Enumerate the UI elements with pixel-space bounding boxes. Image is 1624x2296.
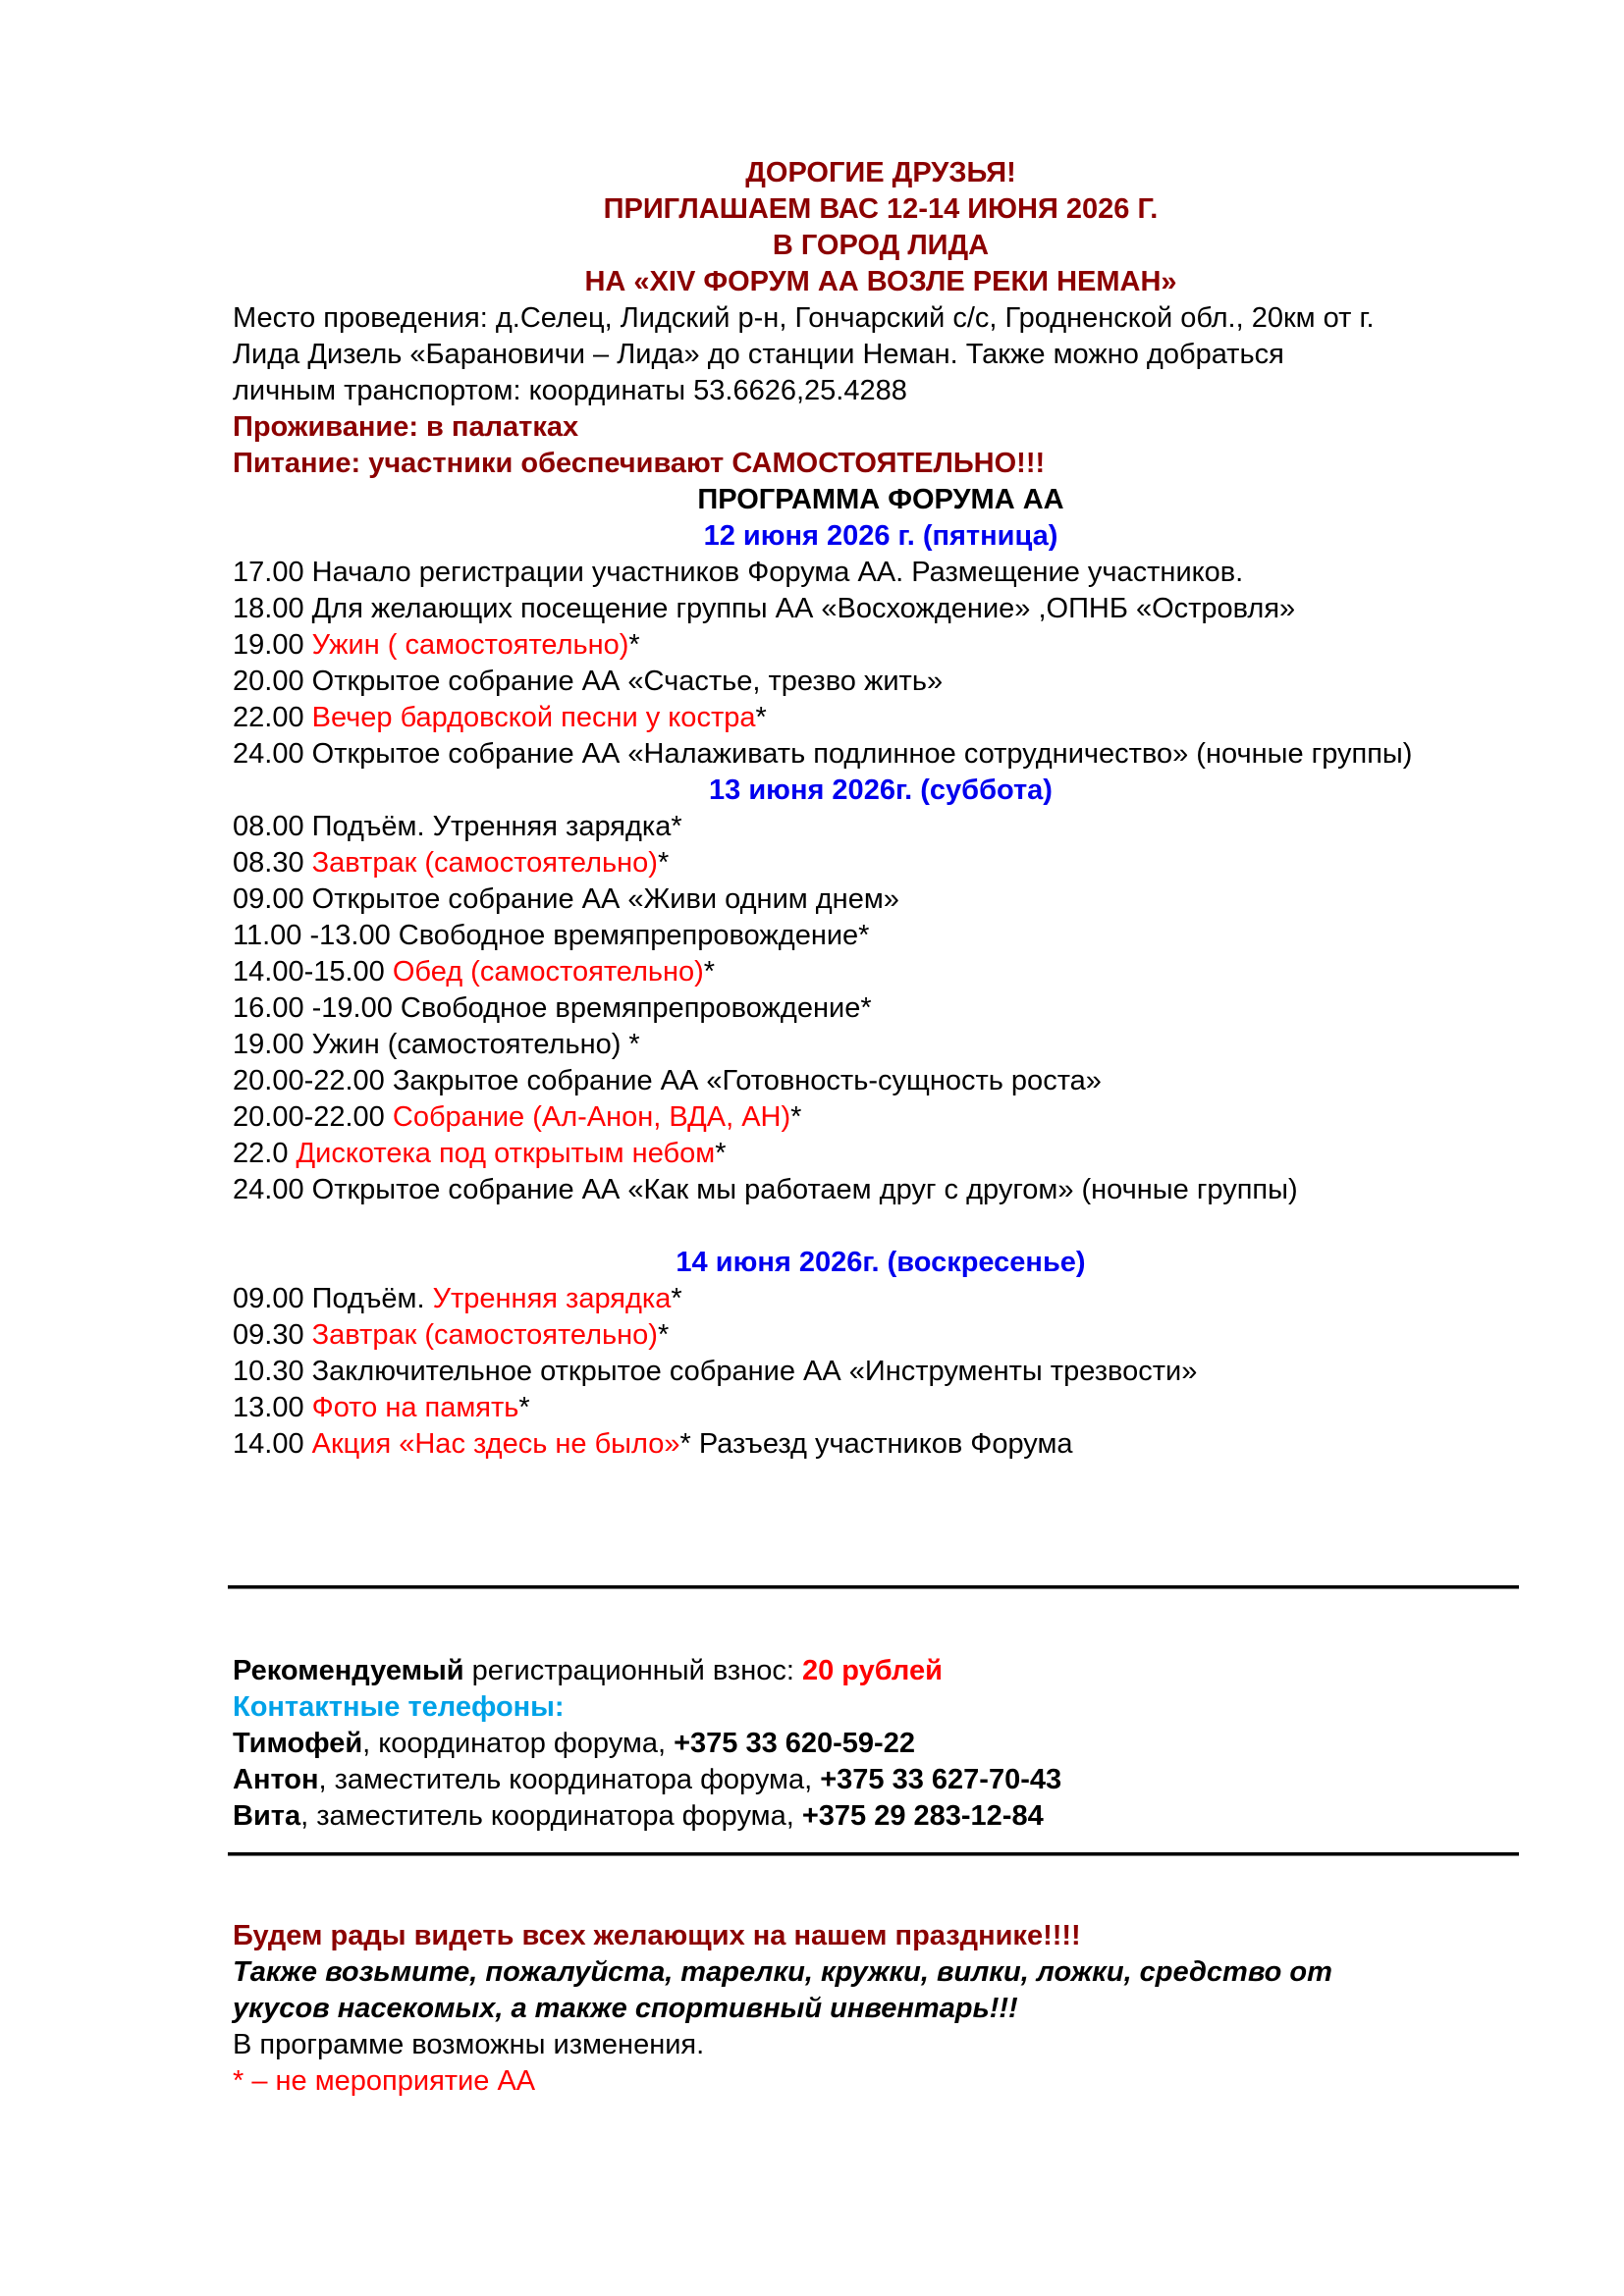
schedule-list — [233, 555, 1529, 773]
schedule-time: 14.00 — [233, 1428, 304, 1460]
day-heading: 14 июня 2026г. (воскресенье) — [676, 1247, 1086, 1278]
contacts-heading: Контактные телефоны: — [233, 1691, 565, 1723]
schedule-item — [233, 845, 1529, 881]
schedule-event-non-aa: Акция «Нас здесь не было» — [311, 1428, 680, 1460]
day-heading: 12 июня 2026 г. (пятница) — [703, 520, 1058, 552]
schedule-list — [233, 809, 1529, 1208]
schedule-item — [233, 591, 1529, 627]
schedule-suffix: * — [790, 1101, 802, 1133]
schedule-event-non-aa: Обед (самостоятельно) — [392, 956, 704, 988]
contact-phone[interactable]: +375 29 283-12-84 — [801, 1800, 1044, 1832]
schedule-event: Подъём. — [311, 1283, 425, 1314]
schedule-item — [233, 1172, 1529, 1208]
accommodation-note: Проживание: в палатках — [233, 411, 579, 443]
contact-name: Тимофей — [233, 1728, 363, 1759]
schedule-event: Для желающих посещение группы АА «Восхождение» ,ОПНБ «Островля» — [311, 593, 1296, 624]
contact-role: , заместитель координатора форума, — [318, 1764, 821, 1795]
bring-note-line: Также возьмите, пожалуйста, тарелки, кружки, вилки, ложки, средство от — [233, 1956, 1332, 1988]
schedule-event: Закрытое собрание АА «Готовность-сущность роста» — [392, 1065, 1102, 1096]
schedule-event: Подъём. Утренняя зарядка* — [311, 811, 682, 842]
changes-note: В программе возможны изменения. — [233, 2029, 705, 2060]
contact-phone[interactable]: +375 33 620-59-22 — [674, 1728, 915, 1759]
contact-name: Антон — [233, 1764, 319, 1795]
schedule-event-non-aa: Завтрак (самостоятельно) — [311, 847, 658, 879]
document-page — [233, 155, 1529, 1463]
schedule-event-non-aa: Дискотека под открытым небом — [296, 1138, 716, 1169]
schedule-suffix: * — [703, 956, 716, 988]
schedule-item — [233, 990, 1529, 1027]
schedule-item — [233, 1426, 1529, 1463]
schedule-item — [233, 1027, 1529, 1063]
schedule-item — [233, 1281, 1529, 1317]
schedule-time: 09.00 — [233, 883, 304, 915]
schedule-time: 16.00 -19.00 — [233, 992, 393, 1024]
schedule-suffix: * — [628, 629, 640, 661]
schedule-event: Открытое собрание АА «Живи одним днем» — [311, 883, 899, 915]
schedule-suffix: * — [715, 1138, 727, 1169]
schedule-time: 10.30 — [233, 1356, 304, 1387]
contact-item — [233, 1798, 1529, 1835]
fee-label: регистрационный взнос: — [463, 1655, 802, 1686]
day-section — [233, 1245, 1529, 1463]
schedule-time: 24.00 — [233, 738, 304, 770]
venue-info — [233, 300, 1529, 409]
schedule-event: Открытое собрание АА «Счастье, трезво жить» — [311, 666, 944, 697]
venue-line: Лида Дизель «Барановичи – Лида» до станции Неман. Также можно добраться — [233, 339, 1284, 370]
venue-line: Место проведения: д.Селец, Лидский р-н, Гончарский с/с, Гродненской обл., 20км от г. — [233, 302, 1375, 334]
schedule-suffix: * — [657, 1319, 670, 1351]
schedule-item — [233, 809, 1529, 845]
schedule-time: 08.00 — [233, 811, 304, 842]
schedule-item — [233, 627, 1529, 664]
day-heading: 13 июня 2026г. (суббота) — [709, 774, 1053, 806]
schedule-item — [233, 1354, 1529, 1390]
asterisk-note: * – не мероприятие АА — [233, 2065, 536, 2097]
schedule-time: 24.00 — [233, 1174, 304, 1205]
header-line: ДОРОГИЕ ДРУЗЬЯ! — [745, 157, 1016, 188]
schedule-event-non-aa: Фото на память — [311, 1392, 519, 1423]
schedule-event: Свободное времяпрепровождение* — [398, 920, 870, 951]
schedule-time: 20.00-22.00 — [233, 1101, 385, 1133]
header-line: В ГОРОД ЛИДА — [772, 230, 990, 261]
contact-name: Вита — [233, 1800, 301, 1832]
venue-line: личным транспортом: координаты 53.6626,25.4288 — [233, 375, 907, 406]
schedule-event-non-aa: Ужин ( самостоятельно) — [311, 629, 629, 661]
schedule-time: 19.00 — [233, 629, 304, 661]
schedule-event: Ужин (самостоятельно) * — [311, 1029, 640, 1060]
schedule-suffix: * — [671, 1283, 682, 1314]
schedule-time: 13.00 — [233, 1392, 304, 1423]
food-note: Питание: участники обеспечивают САМОСТОЯТЕЛЬНО!!! — [233, 448, 1046, 479]
day-section — [233, 518, 1529, 773]
schedule-time: 18.00 — [233, 593, 304, 624]
schedule-suffix: * — [755, 702, 767, 733]
schedule-item — [233, 736, 1529, 773]
schedule-time: 14.00-15.00 — [233, 956, 385, 988]
schedule-event: Заключительное открытое собрание АА «Инструменты трезвости» — [311, 1356, 1198, 1387]
schedule-item — [233, 555, 1529, 591]
schedule-time: 22.0 — [233, 1138, 289, 1169]
schedule-time: 11.00 -13.00 — [233, 920, 391, 951]
schedule-event-non-aa: Завтрак (самостоятельно) — [311, 1319, 658, 1351]
fee-amount: 20 рублей — [801, 1655, 943, 1686]
contact-role: , координатор форума, — [362, 1728, 675, 1759]
contact-item — [233, 1726, 1529, 1762]
schedule-suffix: * — [657, 847, 670, 879]
schedule-item — [233, 1063, 1529, 1099]
contact-item — [233, 1762, 1529, 1798]
horizontal-divider — [228, 1585, 1519, 1589]
footer-section — [233, 1918, 1529, 2100]
schedule-event: Свободное времяпрепровождение* — [400, 992, 872, 1024]
schedule-time: 20.00 — [233, 666, 304, 697]
schedule-time: 22.00 — [233, 702, 304, 733]
schedule-item — [233, 1099, 1529, 1136]
schedule-item — [233, 1136, 1529, 1172]
schedule-list — [233, 1281, 1529, 1463]
schedule-item — [233, 954, 1529, 990]
registration-fee — [233, 1653, 1529, 1689]
header-line: ПРИГЛАШАЕМ ВАС 12-14 ИЮНЯ 2026 Г. — [603, 193, 1159, 225]
header-line: НА «XIV ФОРУМ АА ВОЗЛЕ РЕКИ НЕМАН» — [584, 266, 1177, 297]
schedule-item — [233, 1390, 1529, 1426]
schedule-time: 19.00 — [233, 1029, 304, 1060]
contact-phone[interactable]: +375 33 627-70-43 — [820, 1764, 1062, 1795]
day-section — [233, 773, 1529, 1208]
contact-role: , заместитель координатора форума, — [300, 1800, 802, 1832]
schedule-event: Открытое собрание АА «Как мы работаем друг с другом» (ночные группы) — [311, 1174, 1298, 1205]
welcome-note: Будем рады видеть всех желающих на нашем празднике!!!! — [233, 1920, 1081, 1951]
schedule-time: 09.30 — [233, 1319, 304, 1351]
schedule-time: 20.00-22.00 — [233, 1065, 385, 1096]
program-title: ПРОГРАММА ФОРУМА АА — [697, 484, 1064, 515]
schedule-item — [233, 700, 1529, 736]
schedule-event-non-aa: Собрание (Ал-Анон, ВДА, АН) — [392, 1101, 791, 1133]
schedule-event-non-aa: Утренняя зарядка — [432, 1283, 672, 1314]
fee-label-bold: Рекомендуемый — [233, 1655, 464, 1686]
horizontal-divider — [228, 1852, 1519, 1856]
schedule-item — [233, 664, 1529, 700]
schedule-event-non-aa: Вечер бардовской песни у костра — [311, 702, 756, 733]
blank-line — [233, 1208, 1529, 1245]
schedule-time: 08.30 — [233, 847, 304, 879]
schedule-item — [233, 1317, 1529, 1354]
schedule-event: Открытое собрание АА «Налаживать подлинное сотрудничество» (ночные группы) — [311, 738, 1413, 770]
schedule-suffix: * Разъезд участников Форума — [679, 1428, 1073, 1460]
schedule-event: Начало регистрации участников Форума АА. Размещение участников. — [311, 557, 1244, 588]
schedule-item — [233, 918, 1529, 954]
schedule-time: 09.00 — [233, 1283, 304, 1314]
invitation-header — [233, 155, 1529, 300]
schedule-item — [233, 881, 1529, 918]
bring-note-line: укусов насекомых, а также спортивный инвентарь!!! — [233, 1993, 1018, 2024]
schedule-suffix: * — [518, 1392, 530, 1423]
schedule-time: 17.00 — [233, 557, 304, 588]
fee-contacts-section — [233, 1653, 1529, 1835]
